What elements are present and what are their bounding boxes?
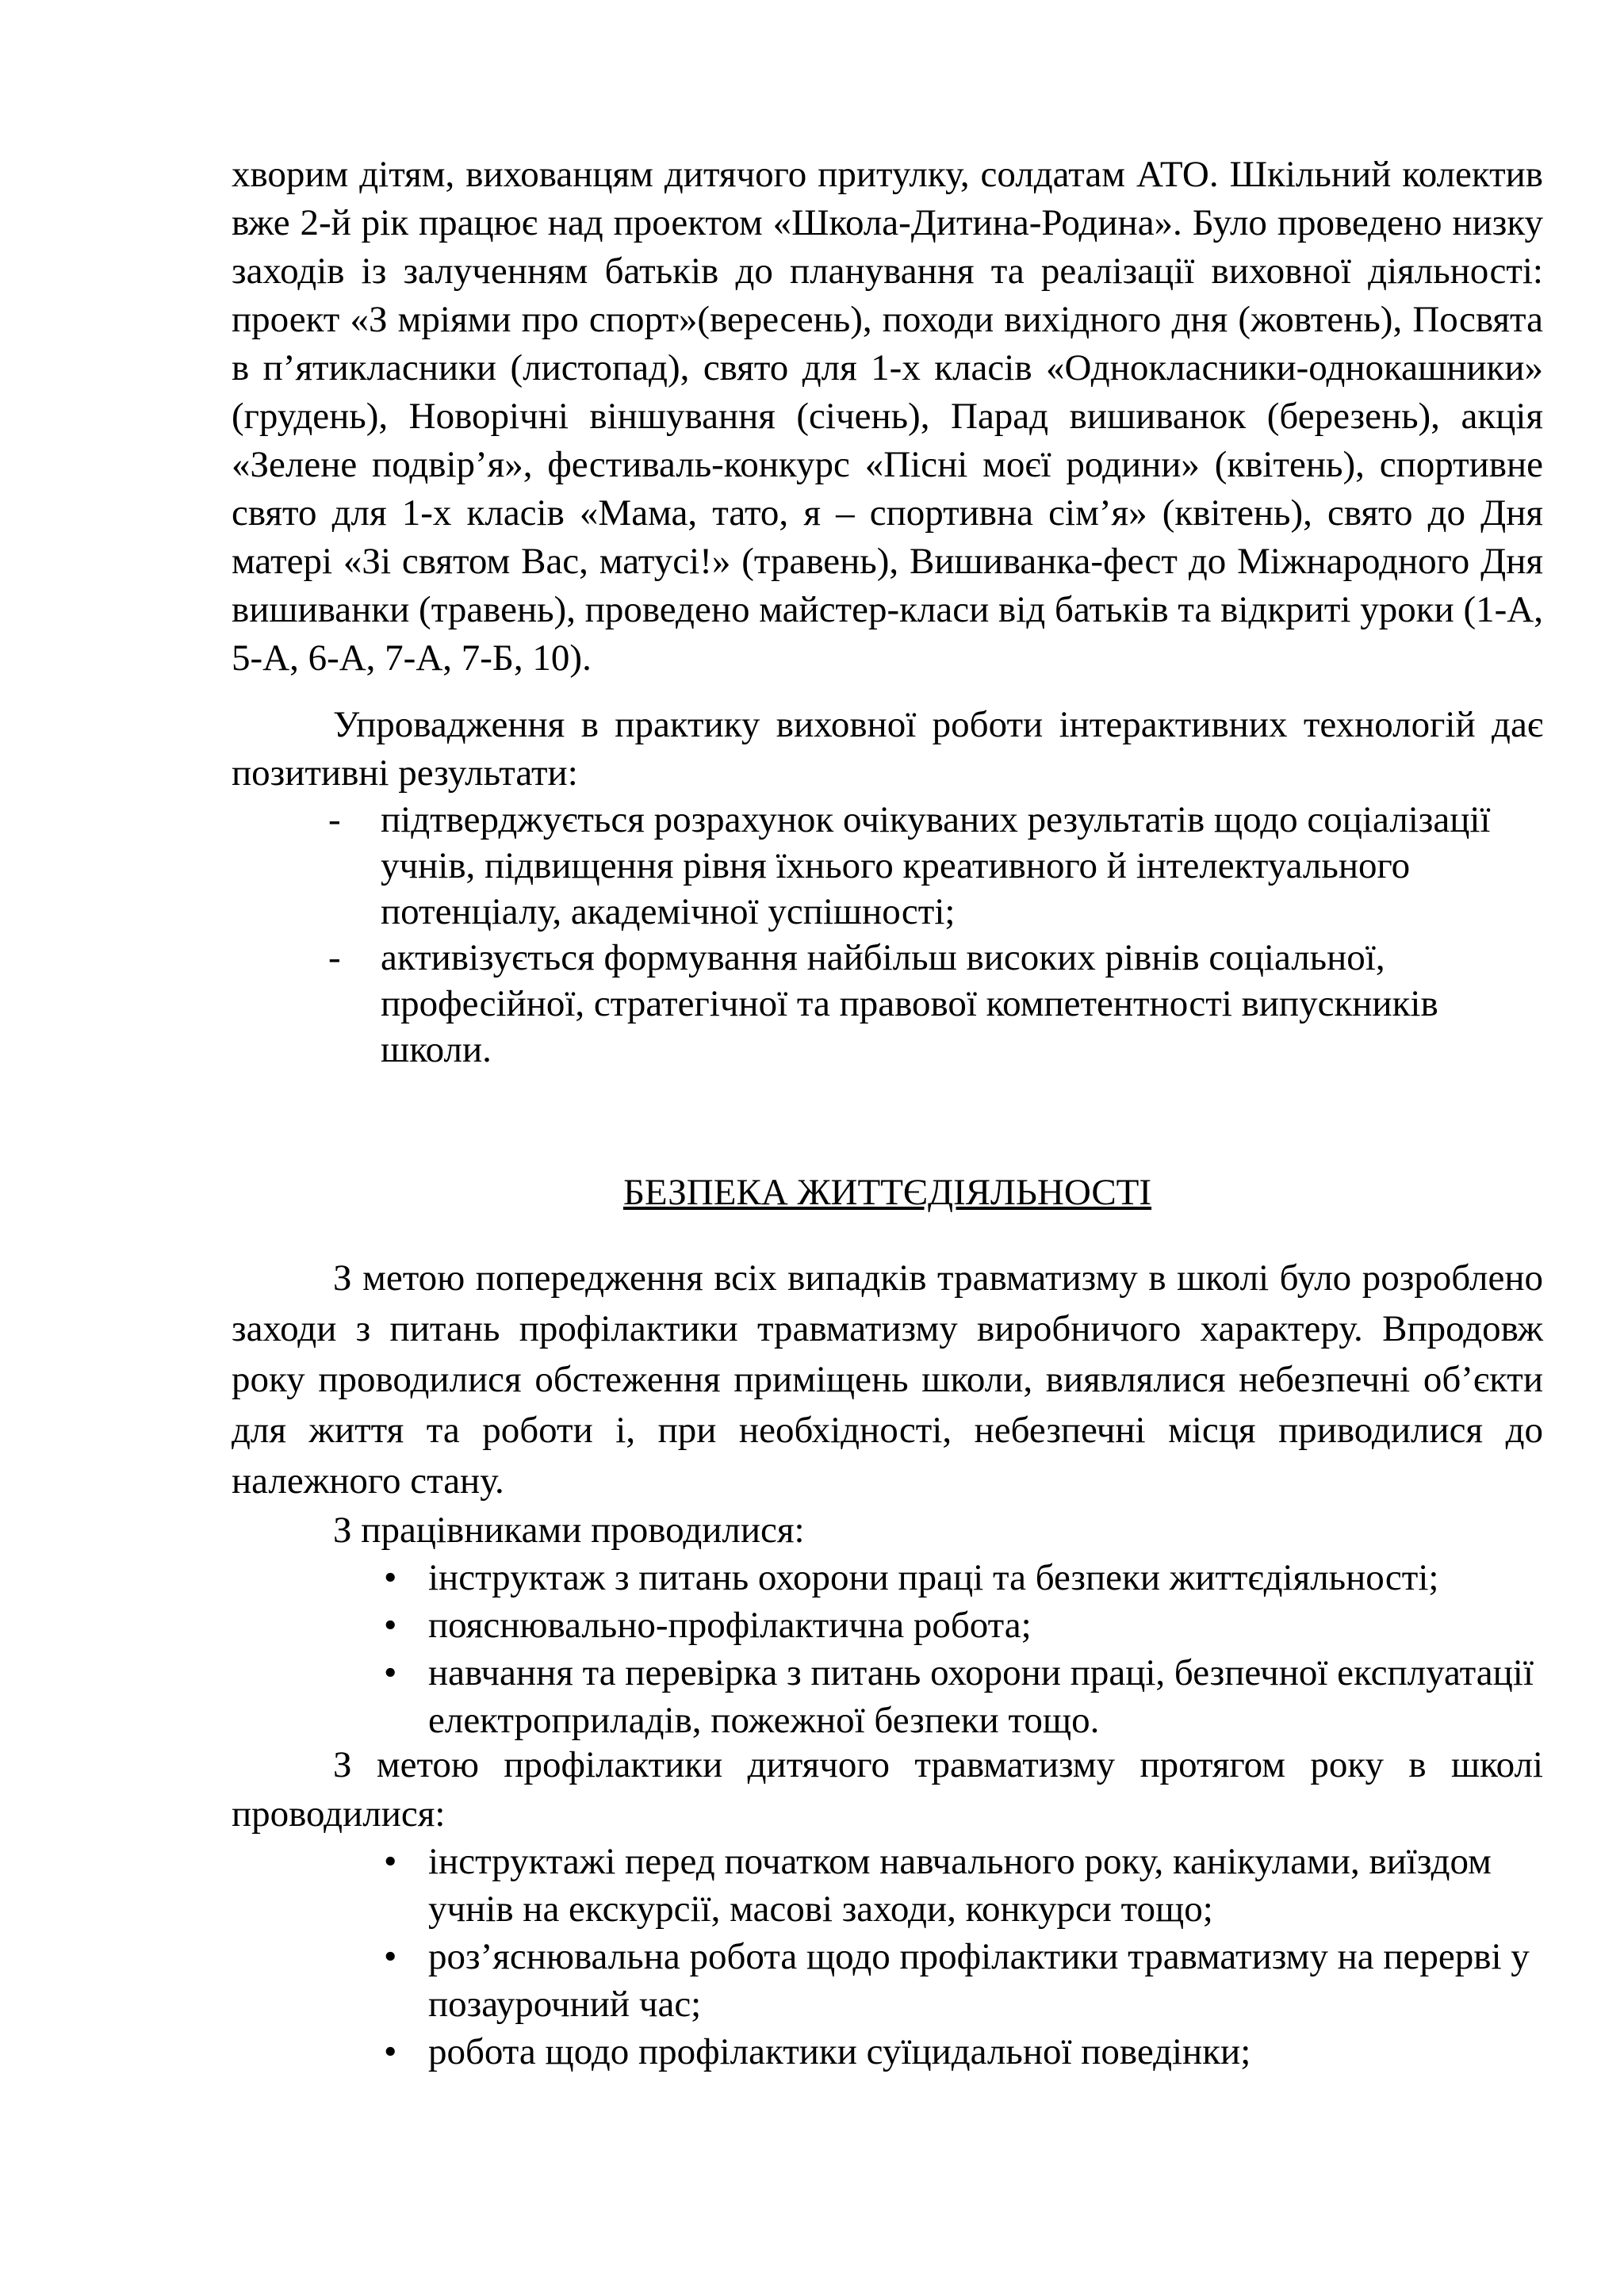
bullet-icon: • bbox=[384, 1936, 397, 1977]
results-list bbox=[232, 797, 1543, 1073]
list-item bbox=[232, 1554, 1543, 1601]
dash-marker: - bbox=[328, 937, 341, 978]
bullet-icon: • bbox=[384, 2031, 397, 2072]
children-paragraph bbox=[232, 1740, 1543, 1839]
list-item bbox=[232, 1838, 1543, 1933]
bullet-icon: • bbox=[384, 1557, 397, 1598]
staff-intro-text: З працівниками проводилися: bbox=[333, 1510, 805, 1551]
list-item bbox=[232, 935, 1543, 1073]
list-item bbox=[232, 2028, 1543, 2076]
list-item-text: роз’яснювальна робота щодо профілактики травматизму на перерві у позаурочний час; bbox=[428, 1936, 1530, 2025]
list-item-text: навчання та перевірка з питань охорони праці, безпечної експлуатації електроприладів, пожежної безпеки тощо. bbox=[428, 1652, 1534, 1741]
children-list bbox=[232, 1838, 1543, 2076]
list-item bbox=[232, 1601, 1543, 1649]
bullet-icon: • bbox=[384, 1841, 397, 1882]
list-item-text: підтверджується розрахунок очікуваних результатів щодо соціалізації учнів, підвищення рівня їхнього креативного й інтелектуального потенціалу, академічної успішності; bbox=[381, 799, 1491, 932]
list-item-text: активізується формування найбільш високих рівнів соціальної, професійної, стратегічної та правової компетентності випускників школи. bbox=[381, 937, 1438, 1070]
list-item bbox=[232, 797, 1543, 935]
dash-marker: - bbox=[328, 799, 341, 840]
list-item-text: інструктаж з питань охорони праці та безпеки життєдіяльності; bbox=[428, 1557, 1439, 1598]
intro-paragraph: хворим дітям, вихованцям дитячого притулку, солдатам АТО. Шкільний колектив вже 2-й рік працює над проектом «Школа-Дитина-Родина». Було проведено низку заходів із залученням батьків до планування та реалізації виховної діяльності: проект «З мріями про спорт»(вересень), походи вихідного дня (жовтень), Посвята в п’ятикласники (листопад), свято для 1-х класів «Однокласники-однокашники» (грудень), Новорічні віншування (січень), Парад вишиванок (березень), акція «Зелене подвір’я», фестиваль-конкурс «Пісні моєї родини» (квітень), спортивне свято для 1-х класів «Мама, тато, я – спортивна сім’я» (квітень), свято до Дня матері «Зі святом Вас, матусі!» (травень), Вишиванка-фест до Міжнародного Дня вишиванки (травень), проведено майстер-класи від батьків та відкриті уроки (1-А, 5-А, 6-А, 7-А, 7-Б, 10). bbox=[232, 154, 1543, 679]
section-heading: БЕЗПЕКА ЖИТТЄДІЯЛЬНОСТІ bbox=[622, 1172, 1152, 1213]
bullet-icon: • bbox=[384, 1652, 397, 1693]
interactive-paragraph bbox=[232, 701, 1543, 798]
safety-paragraph-text: З метою попередження всіх випадків травматизму в школі було розроблено заходи з питань профілактики травматизму виробничого характеру. Впродовж року проводилися обстеження приміщень школи, виявлялися небезпечні об’єкти для життя та роботи і, при необхідності, небезпечні місця приводилися до належного стану. bbox=[232, 1257, 1543, 1502]
list-item-text: інструктажі перед початком навчального року, канікулами, виїздом учнів на екскурсії, масові заходи, конкурси тощо; bbox=[428, 1841, 1492, 1930]
staff-list bbox=[232, 1554, 1543, 1744]
interactive-paragraph-text: Упровадження в практику виховної роботи інтерактивних технологій дає позитивні результати: bbox=[232, 704, 1543, 794]
list-item bbox=[232, 1649, 1543, 1744]
list-item-text: робота щодо профілактики суїцидальної поведінки; bbox=[428, 2031, 1251, 2072]
staff-intro bbox=[232, 1506, 1543, 1554]
bullet-icon: • bbox=[384, 1605, 397, 1646]
children-paragraph-text: З метою профілактики дитячого травматизму протягом року в школі проводилися: bbox=[232, 1744, 1543, 1835]
safety-paragraph bbox=[232, 1253, 1543, 1506]
list-item-text: пояснювально-профілактична робота; bbox=[428, 1605, 1032, 1646]
list-item bbox=[232, 1933, 1543, 2028]
